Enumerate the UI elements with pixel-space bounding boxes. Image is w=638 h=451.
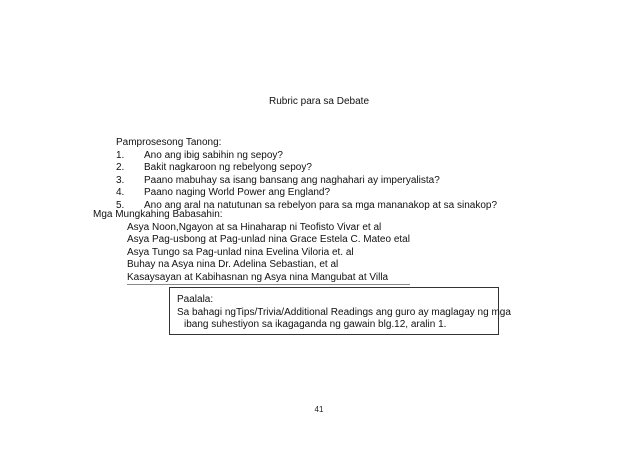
question-item [116, 187, 497, 200]
question-number: 3. [116, 174, 125, 186]
question-item [116, 175, 497, 188]
question-item [116, 150, 497, 163]
page-title: Rubric para sa Debate [268, 96, 370, 107]
question-number: 2. [116, 162, 125, 173]
question-text: Ano ang ibig sabihin ng sepoy? [144, 149, 283, 161]
question-text: Ano ang aral na natutunan sa rebelyon para sa mga mananakop at sa sinakop? [144, 199, 498, 211]
reminder-label: Paalala: [177, 294, 214, 305]
question-text: Paano mabuhay sa isang bansang ang naghahari ay imperyalista? [144, 174, 440, 186]
question-text: Paano naging World Power ang England? [144, 187, 331, 198]
reading-item: Buhay na Asya nina Dr. Adelina Sebastian, et al [127, 259, 339, 270]
question-number: 4. [116, 187, 125, 198]
questions-heading: Pamprosesong Tanong: [116, 137, 222, 148]
readings-list [127, 222, 410, 286]
question-number: 5. [116, 199, 125, 211]
question-text: Bakit nagkaroon ng rebelyong sepoy? [144, 162, 312, 173]
questions-list [116, 150, 497, 213]
reminder-text [177, 307, 511, 332]
reminder-line: Sa bahagi ngTips/Trivia/Additional Readings ang guro ay maglagay ng mga [177, 306, 511, 318]
reading-item: Asya Tungo sa Pag-unlad nina Evelina Viloria et. al [127, 246, 354, 258]
reading-item: Kasaysayan at Kabihasnan ng Asya nina Mangubat at Villa [127, 272, 410, 286]
reading-item: Asya Pag-usbong at Pag-unlad nina Grace Estela C. Mateo etal [127, 234, 410, 245]
readings-heading: Mga Mungkahing Babasahin: [93, 209, 223, 220]
reading-item: Asya Noon,Ngayon at sa Hinaharap ni Teofisto Vivar et al [127, 221, 382, 233]
question-number: 1. [116, 149, 125, 161]
question-item [116, 162, 497, 175]
page-number: 41 [314, 405, 324, 414]
reminder-box [169, 287, 511, 335]
reminder-line: ibang suhestiyon sa ikagaganda ng gawain blg.12, aralin 1. [184, 319, 447, 330]
